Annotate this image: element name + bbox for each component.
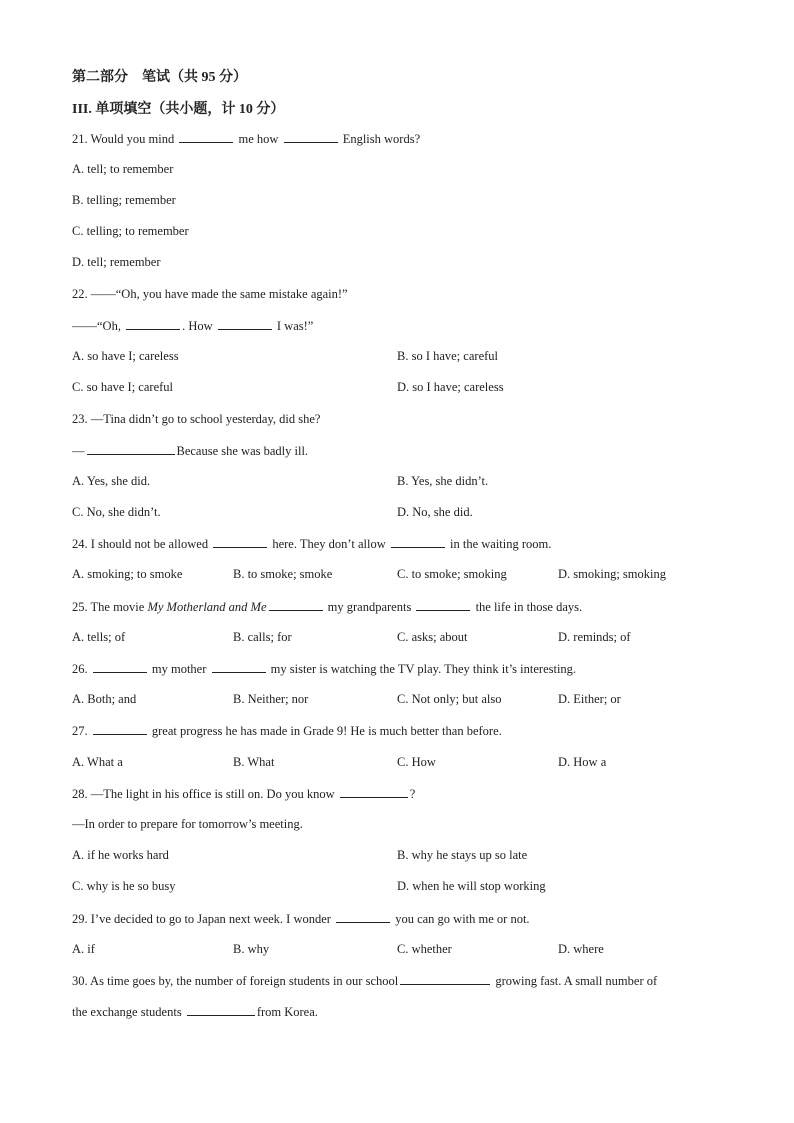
question-26-stem: 26. my mother my sister is watching the TV play. They think it’s interesting. [72,662,577,676]
blank[interactable] [284,131,338,143]
question-30-line2: the exchange students from Korea. [72,1005,318,1019]
option-29d[interactable]: D. where [558,942,604,956]
option-29c[interactable]: C. whether [397,942,452,956]
question-23-line1: 23. —Tina didn’t go to school yesterday, did she? [72,412,321,426]
option-22d[interactable]: D. so I have; careless [397,380,504,394]
blank[interactable] [218,318,272,330]
question-28-line1: 28. —The light in his office is still on. Do you know ? [72,787,416,801]
option-22c[interactable]: C. so have I; careful [72,380,174,394]
option-24a[interactable]: A. smoking; to smoke [72,567,183,581]
blank[interactable] [400,973,490,985]
question-24-stem: 24. I should not be allowed here. They don’t allow in the waiting room. [72,537,552,551]
option-27a[interactable]: A. What a [72,755,123,769]
option-26b[interactable]: B. Neither; nor [233,692,309,706]
blank[interactable] [336,911,390,923]
option-28d[interactable]: D. when he will stop working [397,879,546,893]
blank[interactable] [93,661,147,673]
option-27c[interactable]: C. How [397,755,436,769]
option-24c[interactable]: C. to smoke; smoking [397,567,507,581]
option-29a[interactable]: A. if [72,942,95,956]
option-26d[interactable]: D. Either; or [558,692,621,706]
question-28-line2: —In order to prepare for tomorrow’s meeting. [72,817,303,831]
option-29b[interactable]: B. why [233,942,270,956]
option-27d[interactable]: D. How a [558,755,607,769]
option-21c[interactable]: C. telling; to remember [72,224,189,238]
blank[interactable] [87,443,175,455]
question-21-stem: 21. Would you mind me how English words? [72,132,421,146]
option-26c[interactable]: C. Not only; but also [397,692,502,706]
option-27b[interactable]: B. What [233,755,275,769]
option-28c[interactable]: C. why is he so busy [72,879,176,893]
option-21d[interactable]: D. tell; remember [72,255,161,269]
option-22b[interactable]: B. so I have; careful [397,349,499,363]
option-23b[interactable]: B. Yes, she didn’t. [397,474,489,488]
question-30-line1: 30. As time goes by, the number of foreign students in our school growing fast. A small number of [72,974,658,988]
option-23a[interactable]: A. Yes, she did. [72,474,151,488]
question-29-stem: 29. I’ve decided to go to Japan next week. I wonder you can go with me or not. [72,912,530,926]
option-25b[interactable]: B. calls; for [233,630,292,644]
question-22-line2: ——“Oh, . How I was!” [72,319,314,333]
blank[interactable] [212,661,266,673]
blank[interactable] [213,536,267,548]
question-22-line1: 22. ——“Oh, you have made the same mistake again!” [72,287,348,301]
option-25c[interactable]: C. asks; about [397,630,468,644]
section-title: III. 单项填空（共小题，计 10 分） [72,102,285,117]
blank[interactable] [179,131,233,143]
question-25-stem: 25. The movie My Motherland and Me my grandparents the life in those days. [72,600,583,614]
blank[interactable] [93,723,147,735]
question-23-line2: — Because she was badly ill. [72,444,309,458]
option-26a[interactable]: A. Both; and [72,692,137,706]
option-25d[interactable]: D. reminds; of [558,630,631,644]
option-21b[interactable]: B. telling; remember [72,193,176,207]
option-21a[interactable]: A. tell; to remember [72,162,174,176]
option-23d[interactable]: D. No, she did. [397,505,473,519]
question-27-stem: 27. great progress he has made in Grade 9! He is much better than before. [72,724,502,738]
part-title: 第二部分 笔试（共 95 分） [72,70,247,85]
blank[interactable] [187,1004,255,1016]
blank[interactable] [416,599,470,611]
option-22a[interactable]: A. so have I; careless [72,349,179,363]
blank[interactable] [340,786,408,798]
blank[interactable] [391,536,445,548]
option-24b[interactable]: B. to smoke; smoke [233,567,333,581]
option-25a[interactable]: A. tells; of [72,630,126,644]
option-24d[interactable]: D. smoking; smoking [558,567,666,581]
blank[interactable] [126,318,180,330]
option-23c[interactable]: C. No, she didn’t. [72,505,161,519]
option-28b[interactable]: B. why he stays up so late [397,848,528,862]
blank[interactable] [269,599,323,611]
option-28a[interactable]: A. if he works hard [72,848,169,862]
